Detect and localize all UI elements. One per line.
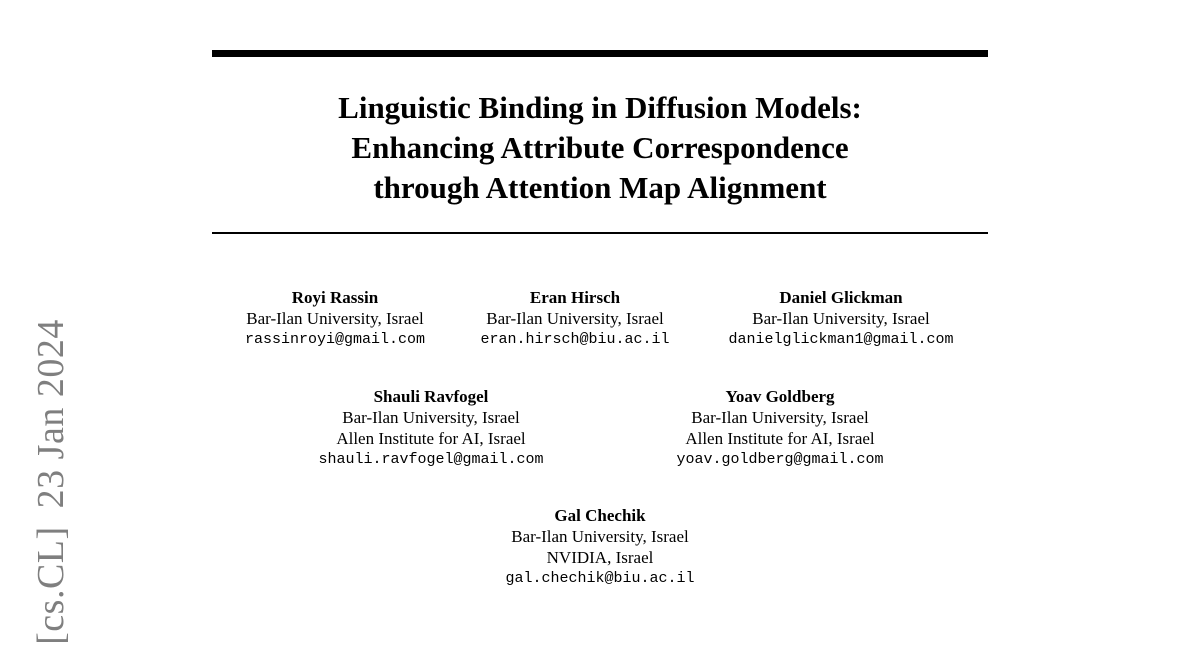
author-email: yoav.goldberg@gmail.com [676, 451, 884, 468]
author-affiliation: Bar-Ilan University, Israel [486, 309, 664, 328]
author-block-yoav-goldberg [676, 386, 883, 471]
author-block-eran-hirsch [480, 287, 669, 351]
author-name: Daniel Glickman [779, 288, 903, 307]
author-email: rassinroyi@gmail.com [244, 331, 426, 348]
author-block-gal-chechik [505, 505, 694, 590]
author-affiliation: Bar-Ilan University, Israel [342, 408, 520, 427]
author-affiliation: Bar-Ilan University, Israel [752, 309, 930, 328]
author-block-daniel-glickman [728, 287, 953, 351]
arxiv-date: 23 Jan 2024 [30, 319, 72, 509]
author-affiliation: Allen Institute for AI, Israel [336, 429, 526, 448]
title-line: through Attention Map Alignment [373, 170, 827, 205]
arxiv-stamp [29, 319, 73, 645]
author-affiliation: Bar-Ilan University, Israel [246, 309, 424, 328]
title-line: Linguistic Binding in Diffusion Models: [338, 90, 862, 125]
author-affiliation: Bar-Ilan University, Israel [691, 408, 869, 427]
paper-title [212, 88, 988, 208]
title-top-rule [212, 50, 988, 57]
author-name: Royi Rassin [291, 288, 379, 307]
author-name: Shauli Ravfogel [373, 387, 489, 406]
author-name: Gal Chechik [554, 506, 646, 525]
author-email: shauli.ravfogel@gmail.com [318, 451, 544, 468]
author-name: Eran Hirsch [529, 288, 621, 307]
title-bottom-rule [212, 232, 988, 234]
author-name: Yoav Goldberg [725, 387, 835, 406]
arxiv-category: [cs.CL] [30, 526, 72, 645]
author-affiliation: Bar-Ilan University, Israel [511, 527, 689, 546]
title-line: Enhancing Attribute Correspondence [351, 130, 849, 165]
author-email: danielglickman1@gmail.com [728, 331, 954, 348]
author-email: eran.hirsch@biu.ac.il [480, 331, 670, 348]
author-email: gal.chechik@biu.ac.il [505, 570, 695, 587]
author-block-shauli-ravfogel [318, 386, 543, 471]
author-affiliation: NVIDIA, Israel [546, 548, 654, 567]
author-affiliation: Allen Institute for AI, Israel [685, 429, 875, 448]
author-block-royi-rassin [245, 287, 425, 351]
